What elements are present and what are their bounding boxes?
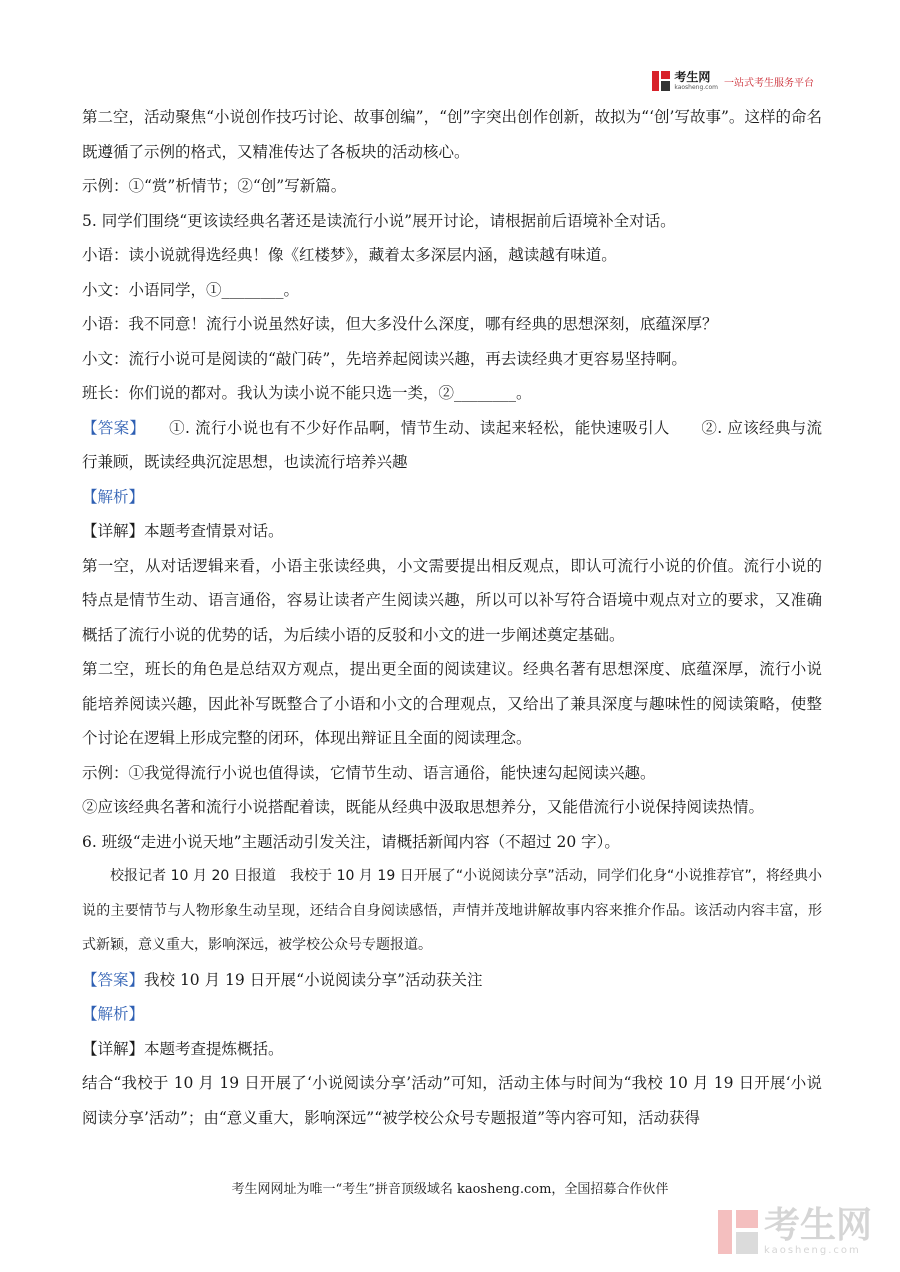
page-footer: 考生网网址为唯一“考生”拼音顶级域名 kaosheng.com，全国招募合作伙伴 [231, 1182, 669, 1197]
watermark-domain: kaosheng.com [763, 1245, 861, 1256]
question-6: 6. 班级“走进小说天地”主题活动引发关注，请概括新闻内容（不超过 20 字）。 [82, 832, 620, 851]
answer-text: 我校 10 月 19 日开展“小说阅读分享”活动获关注 [144, 970, 483, 989]
analysis-paragraph: 第一空，从对话逻辑来看，小语主张读经典，小文需要提出相反观点，即认可流行小说的价值。流行小说的特点是情节生动、语言通俗，容易让读者产生阅读兴趣，所以可以补写符合语境中观点对立的要求，又准确概括了流行小说的优势的话，为后续小语的反驳和小文的进一步阐述奠定基础。 [82, 556, 822, 644]
detail-text: 本题考查提炼概括。 [144, 1039, 284, 1058]
site-header [652, 68, 814, 94]
dialogue-line: 小文：流行小说可是阅读的“敲门砖”，先培养起阅读兴趣，再去读经典才更容易坚持啊。 [82, 349, 687, 368]
dialogue-line: 班长：你们说的都对。我认为读小说不能只选一类，②________。 [82, 384, 532, 402]
watermark [718, 1205, 872, 1256]
paragraph: 第二空，活动聚焦“小说创作技巧讨论、故事创编”，“创”字突出创作创新，故拟为“‘创’写故事”。这样的命名既遵循了示例的格式，又精准传达了各板块的活动核心。 [82, 108, 822, 161]
answer-tag: 【答案】 [82, 970, 145, 989]
analysis-paragraph: 示例：①我觉得流行小说也值得读，它情节生动、语言通俗，能快速勾起阅读兴趣。 [82, 763, 656, 782]
brand-logo-icon [652, 71, 670, 91]
question-5: 5. 同学们围绕“更该读经典名著还是读流行小说”展开讨论，请根据前后语境补全对话。 [82, 211, 676, 230]
document-body [82, 100, 822, 1135]
brand-name: 考生网 [674, 70, 711, 84]
analysis-paragraph: 结合“我校于 10 月 19 日开展了‘小说阅读分享’活动”可知，活动主体与时间为“我校 10 月 19 日开展‘小说阅读分享’活动”；由“意义重大，影响深远”“被学校公众号专题报道”等内容可知，活动获得 [82, 1074, 822, 1127]
analysis-heading [82, 997, 822, 1032]
news-excerpt: 校报记者 10 月 20 日报道 我校于 10 月 19 日开展了“小说阅读分享”活动，同学们化身“小说推荐官”，将经典小说的主要情节与人物形象生动呈现，还结合自身阅读感悟，声情并茂地讲解故事内容来推介作品。该活动内容丰富，形式新颖，意义重大，影响深远，被学校公众号专题报道。 [82, 868, 822, 953]
watermark-logo-icon [718, 1210, 758, 1254]
brand-slogan: 一站式考生服务平台 [724, 77, 814, 89]
paragraph: 示例：①“赏”析情节；②“创”写新篇。 [82, 177, 347, 195]
analysis-tag: 【解析】 [82, 1005, 145, 1023]
answer-tag: 【答案】 [82, 418, 138, 437]
dialogue-line: 小文：小语同学，①________。 [82, 280, 300, 299]
watermark-name: 考生网 [763, 1205, 872, 1246]
brand-logo-text [674, 71, 718, 91]
detail-tag: 【详解】 [82, 522, 145, 540]
analysis-tag: 【解析】 [82, 487, 145, 506]
analysis-paragraph: ②应该经典名著和流行小说搭配着读，既能从经典中汲取思想养分，又能借流行小说保持阅读热情。 [82, 798, 765, 816]
answer-block [82, 963, 822, 998]
detail-text: 本题考查情景对话。 [144, 522, 284, 540]
dialogue-line: 小语：我不同意！流行小说虽然好读，但大多没什么深度，哪有经典的思想深刻，底蕴深厚？ [82, 315, 718, 333]
answer-text: ①. 流行小说也有不少好作品啊，情节生动、读起来轻松，能快速吸引人 ②. 应该经典与流行兼顾，既读经典沉淀思想，也读流行培养兴趣 [82, 418, 822, 471]
detail-tag: 【详解】 [82, 1039, 145, 1058]
analysis-paragraph: 第二空，班长的角色是总结双方观点，提出更全面的阅读建议。经典名著有思想深度、底蕴深厚，流行小说能培养阅读兴趣，因此补写既整合了小语和小文的合理观点，又给出了兼具深度与趣味性的阅读策略，使整个讨论在逻辑上形成完整的闭环，体现出辩证且全面的阅读理念。 [82, 660, 822, 747]
detail-block [82, 514, 822, 549]
answer-block [82, 411, 822, 480]
dialogue-line: 小语：读小说就得选经典！像《红楼梦》，藏着太多深层内涵，越读越有味道。 [82, 246, 617, 264]
analysis-heading [82, 480, 822, 515]
detail-block [82, 1032, 822, 1067]
brand-domain: kaosheng.com [674, 84, 718, 91]
